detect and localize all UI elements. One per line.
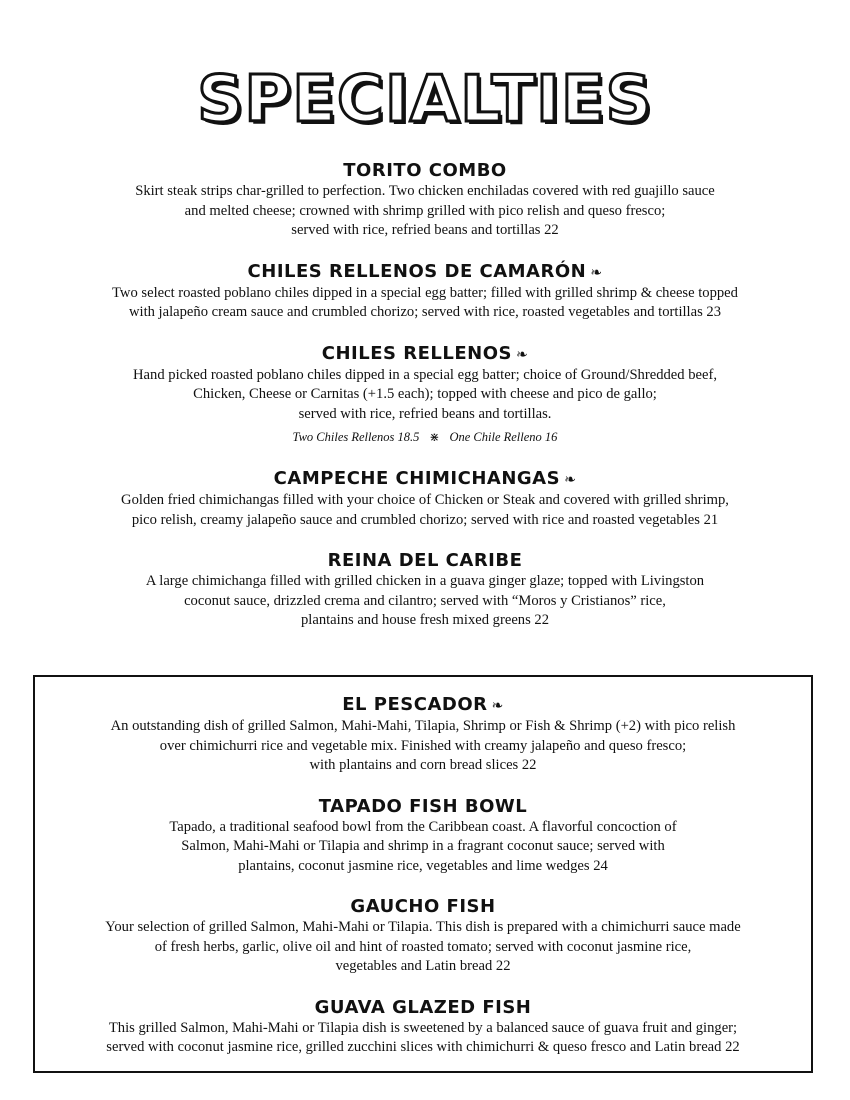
item-name: [30, 343, 820, 366]
item-desc-line: An outstanding dish of grilled Salmon, Mahi-Mahi, Tilapia, Shrimp or Fish & Shrimp (+2) with pico relish: [110, 718, 736, 734]
item-name: [43, 997, 803, 1019]
item-desc-line: served with rice, refried beans and tortillas.: [298, 405, 552, 422]
item-desc-line: served with coconut jasmine rice, grilled zucchini slices with chimichurri & queso fresco and Latin bread 22: [106, 1039, 740, 1055]
menu-item-reina-del-caribe: [30, 550, 820, 631]
item-desc-line: Chicken, Cheese or Carnitas (+1.5 each); topped with cheese and pico de gallo;: [193, 386, 657, 402]
item-desc-line: with jalapeño cream sauce and crumbled chorizo; served with rice, roasted vegetables and tortillas 23: [128, 304, 722, 320]
specialties-list: [30, 160, 820, 651]
item-desc-line: plantains and house fresh mixed greens 22: [300, 612, 550, 628]
item-desc-line: Hand picked roasted poblano chiles dipped in a special egg batter; choice of Ground/Shredded beef,: [133, 366, 717, 383]
item-name: [30, 261, 820, 284]
item-name: [30, 468, 820, 491]
item-desc-line: This grilled Salmon, Mahi-Mahi or Tilapia dish is sweetened by a balanced sauce of guava fruit and ginger;: [108, 1019, 738, 1036]
leaf-icon: ❧: [590, 264, 603, 281]
item-desc-line: vegetables and Latin bread 22: [335, 958, 511, 974]
item-name-text: GUAVA GLAZED FISH: [314, 996, 532, 1018]
menu-item-el-pescador: [43, 694, 803, 776]
menu-item-guava-glazed-fish: [43, 997, 803, 1058]
item-name-text: EL PESCADOR: [342, 694, 488, 715]
price-option-two: Two Chiles Rellenos 18.5: [292, 430, 420, 444]
item-desc-line: Your selection of grilled Salmon, Mahi-Mahi or Tilapia. This dish is prepared with a chimichurri sauce made: [105, 919, 741, 935]
leaf-icon: ❧: [515, 346, 529, 363]
item-desc-line: plantains, coconut jasmine rice, vegetables and lime wedges 24: [238, 857, 608, 874]
item-desc-line: Salmon, Mahi-Mahi or Tilapia and shrimp in a fragrant coconut sauce; served with: [181, 838, 665, 854]
separator-icon: ⋇: [429, 430, 440, 444]
item-desc-line: and melted cheese; crowned with shrimp grilled with pico relish and queso fresco;: [184, 202, 666, 219]
menu-item-tapado-fish-bowl: [43, 796, 803, 877]
item-desc-line: pico relish, creamy jalapeño sauce and crumbled chorizo; served with rice and roasted vegetables 21: [131, 511, 719, 528]
menu-item-chiles-rellenos: [30, 343, 820, 449]
item-name-text: CHILES RELLENOS: [321, 342, 512, 364]
price-options: [30, 426, 820, 448]
item-name: [30, 550, 820, 572]
item-desc-line: Skirt steak strips char-grilled to perfection. Two chicken enchiladas covered with red guajillo sauce: [135, 183, 715, 199]
item-desc-line: Two select roasted poblano chiles dipped in a special egg batter; filled with grilled shrimp & cheese topped: [112, 284, 738, 301]
menu-item-torito-combo: [30, 160, 820, 241]
item-desc-line: Golden fried chimichangas filled with your choice of Chicken or Steak and covered with grilled shrimp,: [121, 492, 729, 508]
page-title: SPECIALTIES: [197, 63, 653, 137]
menu-item-chiles-rellenos-de-camaron: [30, 261, 820, 323]
item-name-text: TORITO COMBO: [343, 160, 507, 181]
item-desc-line: A large chimichanga filled with grilled chicken in a guava ginger glaze; topped with Livingston: [145, 573, 705, 589]
item-name-text: CHILES RELLENOS DE CAMARÓN: [247, 260, 587, 282]
item-name: [43, 796, 803, 818]
leaf-icon: ❧: [564, 472, 577, 488]
item-desc-line: of fresh herbs, garlic, olive oil and hint of roasted tomato; served with coconut jasmine rice,: [154, 938, 692, 955]
item-desc-line: with plantains and corn bread slices 22: [309, 757, 537, 773]
item-desc-line: served with rice, refried beans and tortillas 22: [291, 222, 559, 238]
item-name-text: REINA DEL CARIBE: [327, 550, 523, 571]
leaf-icon: ❧: [491, 698, 504, 714]
item-desc-line: Tapado, a traditional seafood bowl from the Caribbean coast. A flavorful concoction of: [169, 818, 677, 835]
item-name-text: TAPADO FISH BOWL: [318, 795, 528, 817]
item-desc-line: over chimichurri rice and vegetable mix. Finished with creamy jalapeño and queso fresco;: [159, 737, 687, 754]
menu-item-gaucho-fish: [43, 896, 803, 977]
item-name-text: GAUCHO FISH: [350, 896, 496, 917]
menu-item-campeche-chimichangas: [30, 468, 820, 530]
item-name: [43, 896, 803, 918]
seafood-box: [33, 675, 813, 1073]
item-name: [43, 694, 803, 717]
item-name: [30, 160, 820, 182]
price-option-one: One Chile Relleno 16: [449, 430, 558, 444]
item-desc-line: coconut sauce, drizzled crema and cilantro; served with “Moros y Cristianos” rice,: [184, 592, 666, 609]
item-name-text: CAMPECHE CHIMICHANGAS: [273, 468, 561, 489]
